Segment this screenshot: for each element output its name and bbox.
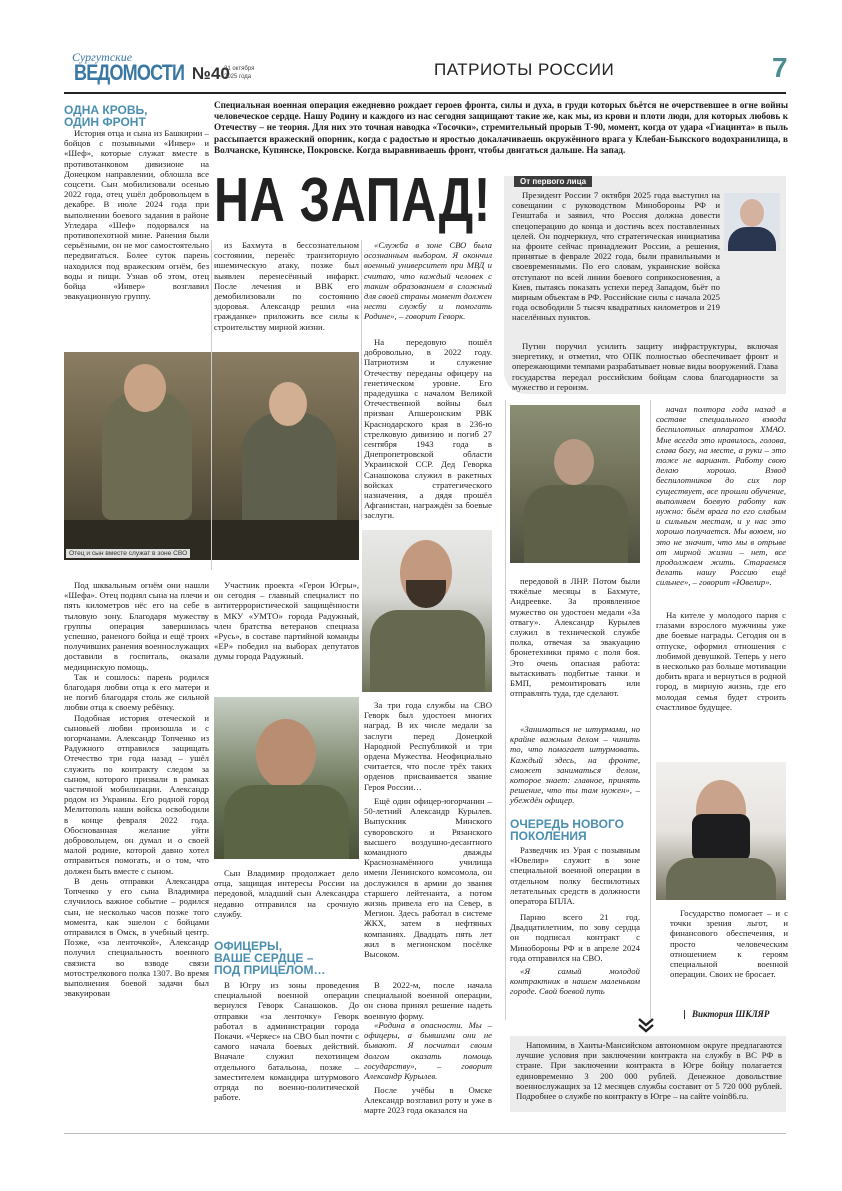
divider-col2 (361, 240, 362, 520)
author-signature: Виктория ШКЛЯР (692, 1009, 770, 1019)
kurylev-head (554, 439, 594, 485)
divider-col1 (211, 240, 212, 570)
col1-heading-line1: ОДНА КРОВЬ, (64, 103, 148, 117)
divider-col5 (650, 400, 651, 1020)
col3-text3: Ещё один офицер-югорчанин – 50-летний Александр Курылев. Выпускник Минского суворовского и Рязанского высшего воздушно-десантного командного дважды Краснознамённого училища имени Ленинского комсомола, он дослужился в армии до звания старшего лейтенанта, а потом жизнь привела его на Север, в Мегион. Здесь работал в системе ЖКХ, затем в нефтяных компаниях. Двадцать пять лет жил в мегионском посёлке Высоком. (364, 796, 492, 960)
col3-text1: На передовую пошёл добровольно, в 2022 году. Патриотизм и служение Отечеству переданы офицеру на генетическом уровне. Его прадедушка с началом Великой Отечественной войны был призван Апшеронским РВК Краснодарского края в 236-ю стрелковую дивизию и погиб 27 сентября 1943 года в Днепропетровской области Украинской ССР. Дед Геворка Санашокова служил в ракетных войсках стратегического назначения, а дядя прошёл Афганистан, награждён за боевые заслуги. (364, 337, 492, 521)
logo-main: ВЕДОМОСТИ (74, 60, 185, 85)
col2-text4: В Югру из зоны проведения специальной военной операции вернулся Геворк Санашоков. До отправки «за ленточку» Геворк работал в администрации города Покачи. «Черкес» на СВО был почти с самого начала боевых действий. Вначале служил пехотинцем отдельного батальона, позже – заместителем командира штурмового отряда по военно-политической работе. (214, 980, 359, 1103)
col2-text2: Участник проекта «Герои Югры», он сегодня – главный специалист по антитеррористической защищённости в МКУ «УМТО» города Радужный, член братства ветеранов спецназа «Русь», в составе партийной команды «ЕР» победил на выборах депутатов думы города Радужный. (214, 580, 359, 662)
col3-text2: За три года службы на СВО Геворк был удостоен многих наград. В их числе медали за заслуги перед Донецкой Народной Республикой и три ордена Мужества. Неофициально считается, что после трёх таких орденов присваивается звание Героя России… (364, 700, 492, 792)
col2-text1: из Бахмута в бессознательном состоянии, перенёс транзиторную ишемическую атаку, позже был выявлен перенесённый инфаркт. После лечения и ВВК его демобилизовали по состоянию здоровья. Александр решил «на гражданке» приложить все силы к строительству мирной жизни. (214, 240, 359, 332)
col1-text2d: В день отправки Александра Топченко у его сына Владимира случилось важное событие – родился сын, не несколько часов позже того момента, как эшелон с бойцами отправился в Омск, в учебный центр. Позже, «за ленточкой», Александр получил специальность военного связиста во взводе связи мотострелкового полка 1307. Во время выполнения боевой задачи был эвакуирован (64, 875, 209, 999)
col1-text2c: Подобная история отеческой и сыновьей любви произошла и с югорчанами. Александр Топченко из Радужного отправился защищать Отечество три года назад – ушёл служить по контракту следом за сыном, которого призвали в рамках частичной мобилизации. Александр родом из Украины. Его родной город Мелитополь наши войска освободили в конце февраля 2022 года. Обоснованная желание уйти добровольцем, он думал и о своей малой родине, которой давно хотел отправиться помогать, и о том, что должен быть вместе с сыном. (64, 712, 209, 876)
soldier-right-head (269, 382, 307, 426)
col4-heading-line1: ОЧЕРЕДЬ НОВОГО (510, 817, 624, 831)
col1-text2b: Так и сошлось: парень родился благодаря любви отца к его матери и не погиб благодаря столь же сильной любви отца к своему ребёнку. (64, 671, 209, 713)
col5-quote: начал полтора года назад в составе специального взвода беспилотных аппаратов ХМАО. Мне всегда это нравилось, голова, слава богу, на месте, а руки – это тоже не вариант. Работу свою делаю хорошо. Взвод беспилотников до сих пор существует, все прошли обучение, выполняем боевую работу как нужно: бьём врага по его слабым и сильным местам, и у нас это хорошо получается. Мы воюем, но это не значит, что мы в отрыве от мирной жизни – нет, все продолжаем жить. Стараемся делать нашу Россию ещё сильнее», – говорит «Ювелир». (656, 404, 786, 588)
kurylev-photo (510, 405, 640, 563)
masthead-rule (64, 92, 786, 94)
photo-caption: Отец и сын вместе служат в зоне СВО (66, 549, 190, 558)
sidebar-text1: Президент России 7 октября 2025 года выступил на совещании с руководством Минобороны РФ и Генштаба и заявил, что Россия должна довести спецоперацию до конца и достичь всех поставленных целей. Он подчеркнул, что стратегическая инициатива на фронте сейчас принадлежит России, а решения, принятые в феврале 2022 года, были правильными и своевременными. По его словам, украинские войска отступают по всей линии боевого соприкосновения, а Киев, пытаясь показать успехи перед Западом, бьёт по мирным объектам в РФ. Российские силы с начала 2025 года освободили 5 тысяч квадратных километров и 219 населённых пунктов. (512, 190, 720, 323)
col2-heading (214, 940, 359, 976)
col4-heading (510, 818, 640, 842)
col3-quote: «Служба в зоне СВО была осознанным выбором. Я окончил военный университет при МВД и считаю, что каждый человек с таким образованием в сложный для своей страны момент должен нести службу и помогать Родине», – говорит Геворк. (364, 240, 492, 322)
soldier-left-head (124, 364, 166, 412)
col5-text2: Государство помогает – и с точки зрения льгот, и финансового обеспечения, и просто человеческим отношением к героям специальной военной операции. Своих не бросает. (670, 908, 788, 980)
author-rule (684, 1010, 685, 1019)
col5-text1: На кителе у молодого парня с глазами взрослого мужчины уже две боевые награды. Сегодня он в отпуске, оформил отношения с любимой девушкой. Теперь у него в несколько раз больше мотивации добить врага и вернуться в родной город, в мирную жизнь, где его молодая семья будет строить счастливое будущее. (656, 610, 786, 712)
issue-date-line2: 2025 года (224, 74, 252, 80)
col1-heading (64, 104, 209, 128)
col3-text4: В 2022-м, после начала специальной военной операции, он снова принял решение надеть военную форму. (364, 980, 492, 1021)
col1-heading-line2: ОДИН ФРОНТ (64, 115, 146, 129)
col2-text3: Сын Владимир продолжает дело отца, защищая интересы России на передовой, младший сын Александра недавно отправился на срочную службу. (214, 868, 359, 919)
veteran-head (256, 719, 316, 789)
logo-top: Сургутские (72, 50, 133, 64)
veteran-body (224, 785, 349, 859)
soldier-right-figure (242, 412, 337, 532)
col1-text2 (64, 580, 209, 998)
veteran-photo (214, 697, 359, 859)
bottom-rule (64, 1133, 786, 1134)
masthead (64, 50, 794, 92)
footer-note: Напомним, в Ханты-Мансийском автономном округе предлагаются лучшие условия при заключении контракта на службу в ВС РФ в стране. При заключении контракта в Югре бойцу полагается единовременно 3 200 000 рублей. Денежное довольствие военнослужащих за 12 месяцев службы составит от 5 720 000 рублей. Подробнее о службе по контракту в Югре – на сайте voin86.ru. (516, 1040, 782, 1102)
sidebar-label: От первого лица (514, 176, 592, 187)
col1-text1: История отца и сына из Башкирии – бойцов с позывными «Инвер» и «Шеф», которые служат вместе в противотанковом дивизионе на Донецком направлении, облошла все соцсети. Сын мобилизовали осенью 2022 года, отец ушёл добровольцем в декабре. В июле 2024 года при выполнении боевого задания в районе Угледара «Шеф» подорвался на противопехотной мине. Ранения были серьёзными, он не мог самостоятельно передвигаться. Более суток парень находился под вражеским огнём, без воды и пищи. Узнав об этом, отец бойца «Инвер» возглавил эвакуационную группу. (64, 128, 209, 302)
headline: НА ЗАПАД! (214, 166, 491, 235)
col2-heading-line3: ПОД ПРИЦЕЛОМ… (214, 963, 326, 977)
col4-text1: передовой в ЛНР. Потом были тяжёлые месяцы в Бахмуте, Андреевке. За проявленное мужество он удостоен медали «За отвагу». Александр Курылев служил в технической службе полка, отвечая за эвакуацию бронетехники прямо с поля боя. Это очень опасная работа: вытаскивать подбитые танки и БМП, ремонтировать или отправлять туда, где сделают. (510, 576, 640, 699)
lead-paragraph: Специальная военная операция ежедневно рождает героев фронта, силы и духа, в груди которых бьётся не очерствевшее в огне войны человеческое сердце. Нашу Родину и каждого из нас сегодня защищают такие же, как мы, из крови и плоти люди, для которых любовь к Отечеству – не теория. Для них это точная наводка «Тосочки», стремительный прорыв Т-90, момент, когда от удара «Гиацинта» в пыль рассыпается вражеский опорник, когда с радостью и яростью докалачиваешь окружённого врага у Клебан-Быкского водохранилища, в Волчанске, Купянске, Покровске. Когда выравниваешь фронт, чтобы двигаться дальше. На запад. (214, 100, 788, 155)
putin-head (740, 199, 764, 227)
divider-col4 (505, 400, 506, 1020)
juvelir-mask (692, 814, 750, 862)
col4-text2: Разведчик из Урая с позывным «Ювелир» служит в зоне специальной военной операции в отдельном полку беспилотных летательных средств в должности оператора БПЛА. (510, 845, 640, 907)
col1-text2a: Под шквальным огнём они нашли «Шефа». Отец поднял сына на плечи и пять километров нёс его на себе в тыловую зону. Благодаря мужеству группы операция завершилась успешно, раненого бойца и ещё троих получивших ранения военнослужащих доставили в госпиталь, оказали медицинскую помощь. (64, 580, 209, 672)
issue-date-line1: 31 октября (224, 66, 255, 72)
col4-quote2: «Я самый молодой контрактник в нашем маленьком городе. Свой боевой путь (510, 966, 640, 997)
page-number: 7 (772, 52, 788, 83)
gevork-beard (406, 580, 446, 608)
kurylev-body (524, 485, 628, 563)
juvelir-photo (656, 762, 786, 900)
col3-text5: После учёбы в Омске Александр возглавил роту и уже в марте 2023 года оказался на (364, 1085, 492, 1116)
col4-text3: Парню всего 21 год. Двадцатилетним, по зову сердца он подписал контракт с Минобороны РФ и в апреле 2024 года отправился на СВО. (510, 912, 640, 963)
col4-quote: «Заниматься не штурмами, но крайне важным делом – чинить то, что помогает штурмовать. Каждый здесь, на фронте, сможет заниматься делом, которое знает: главное, принять решение, что ты там нужен», – убеждён офицер. (510, 724, 640, 806)
section-title: ПАТРИОТЫ РОССИИ (434, 60, 615, 79)
gevork-body (370, 610, 485, 692)
putin-suit (728, 227, 776, 251)
putin-photo (724, 193, 780, 251)
footer-arrow-icon (636, 1017, 656, 1033)
col2-heading-line2: ВАШЕ СЕРДЦЕ – (214, 951, 314, 965)
col2-heading-line1: ОФИЦЕРЫ, (214, 939, 283, 953)
sidebar-text2: Путин поручил усилить защиту инфраструктуры, включая энергетику, и отметил, что ОПК полностью обеспечивает фронт и опережающими темпами разрабатывает новые виды вооружений. Глава государства передал российским бойцам слова благодарности за мужество и героизм. (512, 341, 778, 392)
col4-heading-line2: ПОКОЛЕНИЯ (510, 829, 587, 843)
col3-quote2: «Родина в опасности. Мы – офицеры, а бывшими они не бывают. Я посчитал своим долгом оказать помощь государству», – говорит Александр Курылев. (364, 1020, 492, 1082)
gevork-photo (362, 530, 492, 692)
issue-number: №40 (192, 64, 230, 83)
juvelir-body (666, 858, 776, 900)
